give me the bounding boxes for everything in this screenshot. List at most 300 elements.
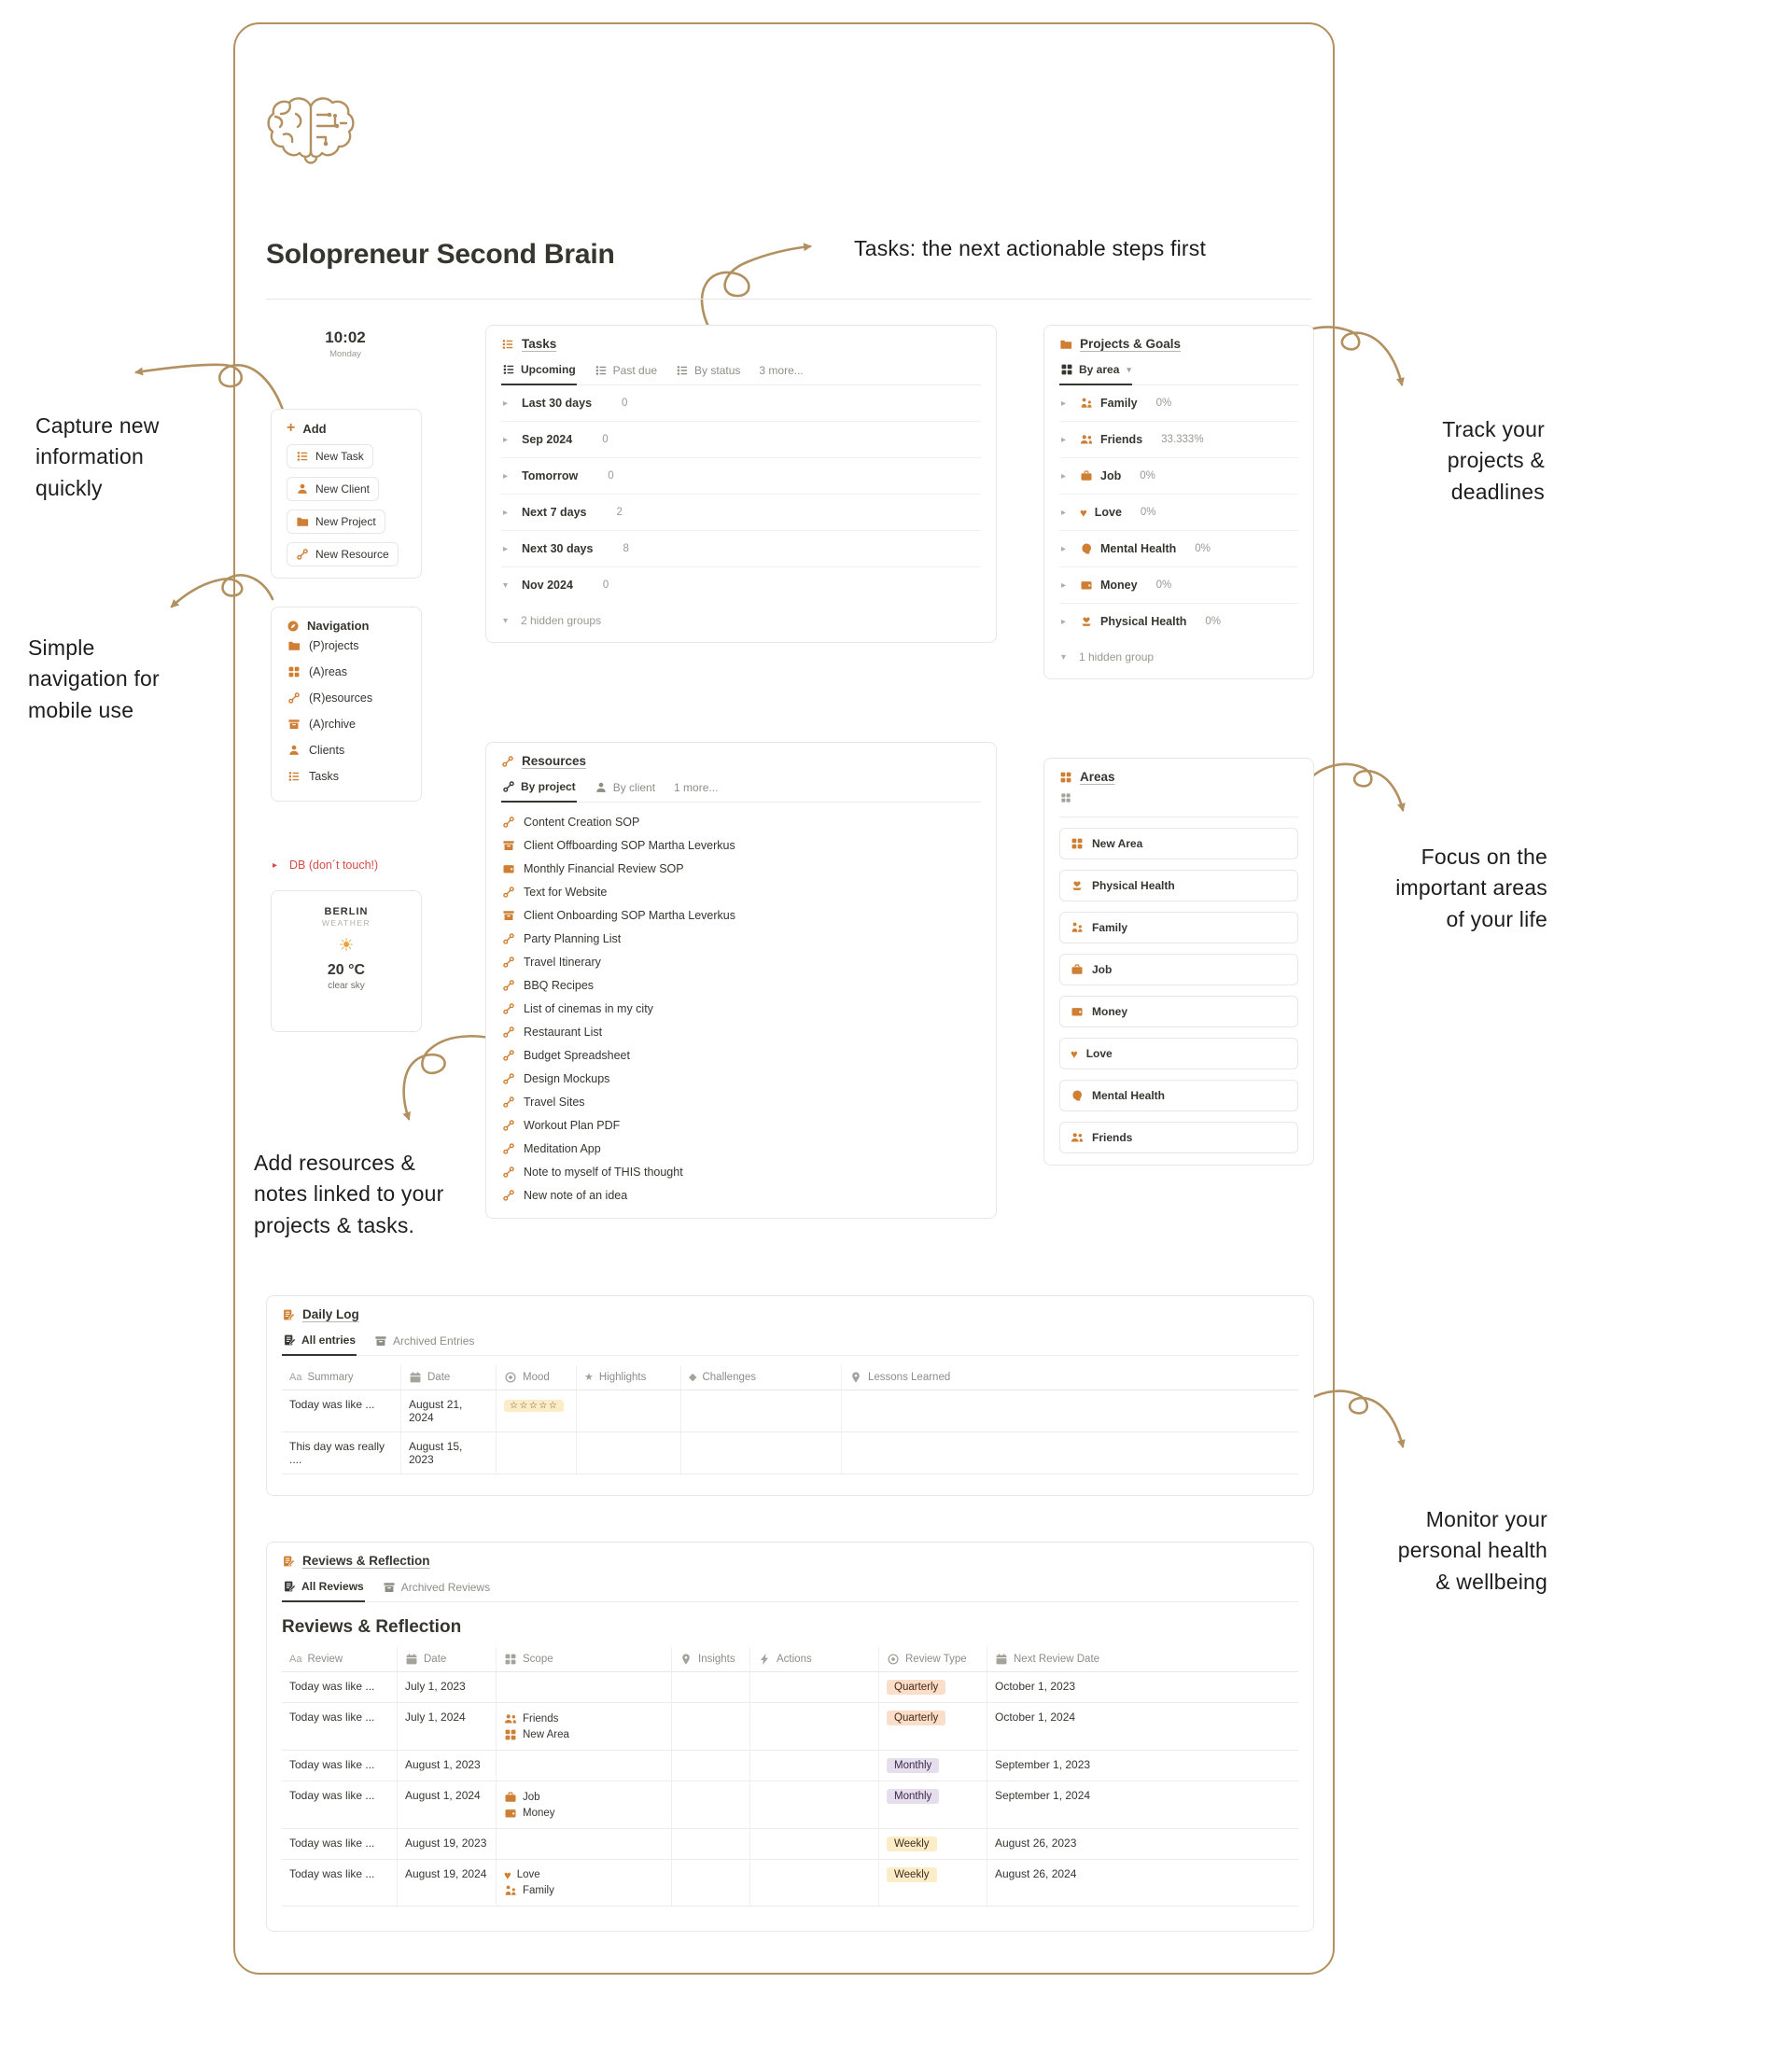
cell-review-type xyxy=(879,1860,987,1906)
group-label: Sep 2024 xyxy=(522,433,573,446)
annotation-resources: Add resources & notes linked to your projects & tasks. xyxy=(254,1151,444,1237)
column-header-summary[interactable] xyxy=(282,1365,401,1390)
view-tab-label: 1 more... xyxy=(674,780,719,794)
cell-next-review-date: September 1, 2023 xyxy=(995,1758,1091,1771)
area-card-label: Money xyxy=(1092,1005,1128,1018)
project-group-money[interactable] xyxy=(1059,567,1298,604)
link-icon xyxy=(502,932,515,945)
cell-scope xyxy=(497,1860,672,1906)
grid-icon xyxy=(504,1653,517,1666)
wallet-icon xyxy=(502,862,515,875)
sun-icon: ☀ xyxy=(338,936,355,956)
resource-item-travel-itinerary[interactable] xyxy=(501,950,981,973)
view-tab-label: By area xyxy=(1079,363,1120,376)
add-button-label: New Resource xyxy=(315,548,389,561)
link-icon xyxy=(502,1002,515,1015)
link-icon xyxy=(502,1026,515,1039)
group-percent: 33.333% xyxy=(1161,434,1204,445)
toggle-icon[interactable]: ▸ xyxy=(1061,543,1067,554)
resource-item-label: Travel Itinerary xyxy=(524,955,601,969)
tasks-groups xyxy=(501,385,981,603)
cell-lessons-learned xyxy=(842,1390,1298,1432)
cell-next-review-date: October 1, 2024 xyxy=(995,1711,1076,1724)
area-card-love[interactable] xyxy=(1059,1038,1298,1069)
clock-widget xyxy=(271,328,420,359)
resource-item-client-onboarding-sop-martha-leverkus[interactable] xyxy=(501,903,981,927)
cell-highlights xyxy=(577,1390,681,1432)
project-group-job[interactable] xyxy=(1059,458,1298,495)
daily-log-row-1[interactable] xyxy=(282,1390,1298,1432)
area-card-mental-health[interactable] xyxy=(1059,1080,1298,1111)
toggle-icon[interactable]: ▸ xyxy=(1061,470,1067,482)
cell-insights xyxy=(672,1672,750,1702)
resource-item-meditation-app[interactable] xyxy=(501,1137,981,1160)
column-header-review[interactable] xyxy=(282,1647,398,1671)
daily-log-title[interactable]: Daily Log xyxy=(302,1307,359,1321)
people-icon xyxy=(1080,433,1093,446)
reviews-column-headers xyxy=(282,1647,1298,1672)
view-tab-all-reviews[interactable] xyxy=(282,1576,365,1602)
cell-insights xyxy=(672,1860,750,1906)
grid-icon xyxy=(1060,363,1073,376)
toggle-icon[interactable]: ▸ xyxy=(503,543,509,554)
areas-cards xyxy=(1059,828,1298,1153)
daily-log-rows xyxy=(282,1390,1298,1474)
db-dont-touch-link[interactable] xyxy=(273,859,378,872)
toggle-icon[interactable]: ▸ xyxy=(503,398,509,409)
review-type-badge: Quarterly xyxy=(887,1711,945,1725)
view-tab-by-client[interactable] xyxy=(594,776,656,802)
group-label: Love xyxy=(1094,506,1122,519)
select-icon xyxy=(504,1371,517,1384)
projects-title[interactable]: Projects & Goals xyxy=(1080,337,1182,351)
family-icon xyxy=(1071,921,1084,934)
scope-item-job xyxy=(504,1789,664,1805)
column-label: Next Review Date xyxy=(1014,1654,1100,1665)
daily-log-database xyxy=(266,1295,1314,1496)
nav-item-label: (R)esources xyxy=(309,691,373,705)
task-list-icon xyxy=(501,338,514,351)
review-row-2[interactable] xyxy=(282,1703,1298,1751)
resource-item-restaurant-list[interactable] xyxy=(501,1020,981,1043)
view-tab-upcoming[interactable] xyxy=(501,359,577,385)
column-header-insights[interactable] xyxy=(672,1647,750,1671)
cell-highlights xyxy=(577,1432,681,1473)
link-icon xyxy=(501,755,514,768)
annotation-tasks: Tasks: the next actionable steps first xyxy=(854,236,1207,260)
tasks-title[interactable]: Tasks xyxy=(522,337,557,351)
weather-temperature: 20 °C xyxy=(327,962,366,978)
link-icon xyxy=(502,1142,515,1155)
cell-next-review-date: September 1, 2024 xyxy=(995,1789,1091,1802)
heart-icon: ♥ xyxy=(1080,505,1087,520)
toggle-icon[interactable]: ▸ xyxy=(1061,434,1067,445)
cell-date: August 19, 2023 xyxy=(398,1829,497,1859)
group-count: 0 xyxy=(602,434,609,445)
resource-item-label: Monthly Financial Review SOP xyxy=(524,861,684,875)
group-label: Friends xyxy=(1100,433,1143,446)
plus-icon: + xyxy=(287,420,296,436)
resource-item-note-to-myself-of-this-thought[interactable] xyxy=(501,1160,981,1183)
people-icon xyxy=(504,1712,517,1725)
area-card-label: Job xyxy=(1092,963,1113,976)
reviews-title[interactable]: Reviews & Reflection xyxy=(302,1554,430,1568)
project-group-love[interactable] xyxy=(1059,495,1298,531)
nav-item-a-rchive[interactable] xyxy=(287,711,406,737)
link-icon xyxy=(502,956,515,969)
add-button-label: New Project xyxy=(315,515,376,528)
grid-icon xyxy=(504,1728,517,1741)
hearthand-icon xyxy=(1080,615,1093,628)
daily-log-column-headers xyxy=(282,1365,1298,1390)
cell-scope xyxy=(497,1751,672,1781)
column-header-actions[interactable] xyxy=(750,1647,879,1671)
resource-item-bbq-recipes[interactable] xyxy=(501,973,981,997)
nav-item-label: Clients xyxy=(309,744,345,757)
toggle-icon[interactable]: ▾ xyxy=(503,580,509,591)
scope-item-love xyxy=(504,1867,664,1882)
cell-actions xyxy=(750,1703,879,1750)
chevron-down-icon: ▾ xyxy=(503,615,509,626)
resource-item-label: Budget Spreadsheet xyxy=(524,1048,630,1062)
area-card-job[interactable] xyxy=(1059,954,1298,985)
cell-review: Today was like ... xyxy=(282,1829,398,1859)
view-tab-label: All entries xyxy=(301,1334,357,1347)
column-header-challenges[interactable] xyxy=(681,1365,842,1390)
nav-item-a-reas[interactable] xyxy=(287,659,406,685)
cell-challenges xyxy=(681,1390,842,1432)
toggle-icon: ▸ xyxy=(273,859,278,871)
resource-item-budget-spreadsheet[interactable] xyxy=(501,1043,981,1067)
view-tab-3-more[interactable] xyxy=(758,359,804,384)
cell-actions xyxy=(750,1751,879,1781)
hidden-group-toggle[interactable]: ▾ 1 hidden group xyxy=(1061,650,1155,663)
resource-item-new-note-of-an-idea[interactable] xyxy=(501,1183,981,1207)
archive-icon xyxy=(287,718,301,731)
project-group-physical-health[interactable] xyxy=(1059,604,1298,639)
nav-item-clients[interactable] xyxy=(287,737,406,763)
view-tab-label: Archived Reviews xyxy=(400,1580,491,1594)
group-percent: 0% xyxy=(1140,507,1156,518)
add-button-new-task[interactable] xyxy=(287,444,373,468)
cell-review: Today was like ... xyxy=(282,1781,398,1828)
column-header-next-review-date[interactable] xyxy=(987,1647,1298,1671)
toggle-icon[interactable]: ▸ xyxy=(1061,580,1067,591)
gallery-view-icon[interactable] xyxy=(1060,792,1071,803)
tasks-header xyxy=(501,337,981,351)
area-card-label: Physical Health xyxy=(1092,879,1175,892)
group-label: Next 7 days xyxy=(522,506,587,519)
cell-summary: This day was really .... xyxy=(282,1432,401,1473)
clock-time: 10:02 xyxy=(325,328,366,346)
cell-lessons-learned xyxy=(842,1432,1298,1473)
scope-item-label: Friends xyxy=(523,1712,559,1725)
area-card-label: New Area xyxy=(1092,837,1143,850)
resource-item-client-offboarding-sop-martha-leverkus[interactable] xyxy=(501,833,981,857)
column-label: Review Type xyxy=(905,1654,967,1665)
resource-item-list-of-cinemas-in-my-city[interactable] xyxy=(501,997,981,1020)
cell-actions xyxy=(750,1672,879,1702)
group-count: 0 xyxy=(622,398,628,409)
scope-item-friends xyxy=(504,1711,664,1726)
resource-item-label: Content Creation SOP xyxy=(524,815,640,829)
bolt-icon xyxy=(758,1653,771,1666)
cell-review-type xyxy=(879,1829,987,1859)
view-tab-1-more[interactable] xyxy=(673,776,719,802)
column-header-date[interactable] xyxy=(401,1365,497,1390)
add-button-new-resource[interactable] xyxy=(287,542,399,566)
add-button-new-client[interactable] xyxy=(287,477,379,501)
column-header-mood[interactable] xyxy=(497,1365,577,1390)
head-icon xyxy=(1071,1089,1084,1102)
family-icon xyxy=(504,1884,517,1897)
cell-next-review-date: August 26, 2024 xyxy=(995,1867,1077,1880)
chevron-down-icon: ▾ xyxy=(1061,651,1067,663)
wallet-icon xyxy=(1080,579,1093,592)
nav-item-label: Tasks xyxy=(309,770,339,783)
toggle-icon[interactable]: ▸ xyxy=(503,470,509,482)
reviews-database xyxy=(266,1542,1314,1932)
area-card-friends[interactable] xyxy=(1059,1122,1298,1153)
nav-item-p-rojects[interactable] xyxy=(287,633,406,659)
column-label: Mood xyxy=(523,1372,550,1383)
resource-item-content-creation-sop[interactable] xyxy=(501,810,981,833)
link-icon xyxy=(502,886,515,899)
cell-scope xyxy=(497,1672,672,1702)
resource-item-label: New note of an idea xyxy=(524,1188,628,1202)
task-group-sep-2024[interactable] xyxy=(501,422,981,458)
task-group-tomorrow[interactable] xyxy=(501,458,981,495)
folder-icon xyxy=(296,515,309,528)
review-row-4[interactable] xyxy=(282,1781,1298,1829)
docpen-icon xyxy=(283,1334,296,1347)
page-title: Solopreneur Second Brain xyxy=(266,239,615,270)
column-label: Lessons Learned xyxy=(868,1372,951,1383)
area-card-new-area[interactable] xyxy=(1059,828,1298,859)
resource-item-label: Meditation App xyxy=(524,1141,601,1155)
resource-item-design-mockups[interactable] xyxy=(501,1067,981,1090)
view-tab-by-status[interactable] xyxy=(675,359,741,384)
navigation-items xyxy=(287,633,406,789)
add-button-new-project[interactable] xyxy=(287,510,385,534)
cell-insights xyxy=(672,1751,750,1781)
areas-header xyxy=(1059,770,1298,784)
calendar-icon xyxy=(995,1653,1008,1666)
nav-item-label: (A)reas xyxy=(309,665,347,678)
add-widget xyxy=(271,409,422,579)
cell-review-type xyxy=(879,1703,987,1750)
column-header-highlights[interactable] xyxy=(577,1365,681,1390)
cell-date: July 1, 2024 xyxy=(398,1703,497,1750)
weather-subtitle: WEATHER xyxy=(321,918,371,928)
wallet-icon xyxy=(1071,1005,1084,1018)
group-count: 0 xyxy=(602,580,609,591)
resources-items xyxy=(501,810,981,1207)
title-divider xyxy=(266,299,1311,300)
resource-item-label: Restaurant List xyxy=(524,1025,603,1039)
navigation-title: Navigation xyxy=(307,619,370,633)
add-buttons xyxy=(287,436,406,566)
cell-insights xyxy=(672,1703,750,1750)
resource-item-party-planning-list[interactable] xyxy=(501,927,981,950)
group-percent: 0% xyxy=(1155,580,1172,591)
resource-item-workout-plan-pdf[interactable] xyxy=(501,1113,981,1137)
wallet-icon xyxy=(504,1807,517,1820)
link-icon xyxy=(502,1189,515,1202)
cell-actions xyxy=(750,1781,879,1828)
resources-title[interactable]: Resources xyxy=(522,754,587,768)
navigation-header xyxy=(287,619,406,633)
scope-item-label: Money xyxy=(523,1807,555,1819)
review-row-5[interactable] xyxy=(282,1829,1298,1860)
cell-date: July 1, 2023 xyxy=(398,1672,497,1702)
add-button-label: New Client xyxy=(315,482,371,496)
cell-next-review-date: August 26, 2023 xyxy=(995,1837,1077,1850)
cell-insights xyxy=(672,1829,750,1859)
cell-date: August 1, 2023 xyxy=(398,1751,497,1781)
cell-summary: Today was like ... xyxy=(282,1390,401,1432)
area-card-physical-health[interactable] xyxy=(1059,870,1298,901)
family-icon xyxy=(1080,397,1093,410)
toggle-icon[interactable]: ▸ xyxy=(1061,616,1067,627)
project-group-friends[interactable] xyxy=(1059,422,1298,458)
view-tab-label: Past due xyxy=(612,363,658,377)
resources-header xyxy=(501,754,981,768)
task-icon xyxy=(287,770,301,783)
group-count: 0 xyxy=(608,470,614,482)
view-tab-archived-reviews[interactable] xyxy=(382,1576,491,1601)
toggle-icon[interactable]: ▸ xyxy=(1061,398,1067,409)
task-group-next-7-days[interactable] xyxy=(501,495,981,531)
cell-review: Today was like ... xyxy=(282,1860,398,1906)
project-group-family[interactable] xyxy=(1059,385,1298,422)
task-group-nov-2024[interactable] xyxy=(501,567,981,603)
column-header-scope[interactable] xyxy=(497,1647,672,1671)
link-icon xyxy=(502,1119,515,1132)
pin-icon xyxy=(679,1653,693,1666)
cell-mood xyxy=(497,1390,577,1432)
area-card-label: Friends xyxy=(1092,1131,1133,1144)
grid-icon xyxy=(1071,837,1084,850)
task-icon xyxy=(595,364,608,377)
areas-title[interactable]: Areas xyxy=(1080,770,1115,784)
clock-day: Monday xyxy=(329,349,361,359)
task-icon xyxy=(676,364,689,377)
project-group-mental-health[interactable] xyxy=(1059,531,1298,567)
review-row-1[interactable] xyxy=(282,1672,1298,1703)
projects-view-tabs xyxy=(1059,359,1298,385)
column-label: Review xyxy=(307,1654,343,1665)
view-tab-label: All Reviews xyxy=(301,1580,364,1593)
review-row-3[interactable] xyxy=(282,1751,1298,1781)
resource-item-label: Travel Sites xyxy=(524,1095,585,1109)
group-label: Mental Health xyxy=(1100,542,1177,555)
area-card-label: Love xyxy=(1085,1047,1113,1060)
aa-icon: Aa xyxy=(289,1653,302,1665)
resource-item-travel-sites[interactable] xyxy=(501,1090,981,1113)
group-label: Tomorrow xyxy=(522,469,579,482)
view-tab-label: Upcoming xyxy=(521,363,576,376)
cell-date: August 19, 2024 xyxy=(398,1860,497,1906)
view-tab-archived-entries[interactable] xyxy=(373,1330,475,1355)
view-tab-by-area[interactable] xyxy=(1059,359,1132,385)
projects-header xyxy=(1059,337,1298,351)
scope-item-label: Job xyxy=(523,1791,540,1803)
resource-item-label: Note to myself of THIS thought xyxy=(524,1165,683,1179)
link-icon xyxy=(502,979,515,992)
resource-item-monthly-financial-review-sop[interactable] xyxy=(501,857,981,880)
task-group-next-30-days[interactable] xyxy=(501,531,981,567)
archive-icon xyxy=(502,909,515,922)
review-row-6[interactable] xyxy=(282,1860,1298,1906)
cell-insights xyxy=(672,1781,750,1828)
grid-icon xyxy=(1059,771,1072,784)
column-header-lessons-learned[interactable] xyxy=(842,1365,1298,1390)
cell-review: Today was like ... xyxy=(282,1672,398,1702)
review-type-badge: Weekly xyxy=(887,1867,937,1882)
reviews-rows xyxy=(282,1672,1298,1906)
reviews-page-heading: Reviews & Reflection xyxy=(282,1617,462,1637)
task-group-last-30-days[interactable] xyxy=(501,385,981,422)
areas-database xyxy=(1043,758,1314,1166)
add-widget-header xyxy=(287,421,406,436)
nav-item-r-esources[interactable] xyxy=(287,685,406,711)
review-type-badge: Quarterly xyxy=(887,1680,945,1695)
area-card-family[interactable] xyxy=(1059,912,1298,943)
review-type-badge: Weekly xyxy=(887,1837,937,1851)
scope-item-label: Family xyxy=(523,1884,554,1896)
area-card-label: Mental Health xyxy=(1092,1089,1166,1102)
cell-date: August 21, 2024 xyxy=(401,1390,497,1432)
view-tab-past-due[interactable] xyxy=(594,359,658,384)
view-tab-label: By client xyxy=(612,780,656,794)
weather-city: BERLIN xyxy=(324,906,369,917)
resource-item-label: List of cinemas in my city xyxy=(524,1001,653,1015)
resource-item-label: Party Planning List xyxy=(524,931,622,945)
people-icon xyxy=(1071,1131,1084,1144)
grid-icon xyxy=(287,665,301,678)
column-header-review-type[interactable] xyxy=(879,1647,987,1671)
column-label: Summary xyxy=(307,1372,354,1383)
reviews-view-tabs xyxy=(282,1576,1298,1602)
task-icon xyxy=(296,450,309,463)
nav-item-tasks[interactable] xyxy=(287,763,406,789)
doc-pencil-icon xyxy=(282,1555,295,1568)
nav-item-label: (P)rojects xyxy=(309,639,359,652)
hearthand-icon xyxy=(1071,879,1084,892)
link-icon xyxy=(502,1072,515,1085)
hidden-groups-toggle[interactable]: ▾ 2 hidden groups xyxy=(503,614,602,627)
aa-icon: Aa xyxy=(289,1371,302,1383)
view-tab-by-project[interactable] xyxy=(501,776,577,803)
annotation-capture: Capture new information quickly xyxy=(35,413,160,500)
view-tab-all-entries[interactable] xyxy=(282,1330,357,1356)
task-icon xyxy=(502,363,515,376)
resource-item-label: Workout Plan PDF xyxy=(524,1118,621,1132)
resource-item-label: Client Offboarding SOP Martha Leverkus xyxy=(524,838,735,852)
calendar-icon xyxy=(409,1371,422,1384)
db-link-label: DB (don´t touch!) xyxy=(289,859,379,872)
toggle-icon[interactable]: ▸ xyxy=(503,507,509,518)
area-card-money[interactable] xyxy=(1059,996,1298,1027)
group-label: Next 30 days xyxy=(522,542,594,555)
toggle-icon[interactable]: ▸ xyxy=(503,434,509,445)
resource-item-text-for-website[interactable] xyxy=(501,880,981,903)
daily-log-row-2[interactable] xyxy=(282,1432,1298,1474)
group-count: 8 xyxy=(623,543,629,554)
column-header-date[interactable] xyxy=(398,1647,497,1671)
toggle-icon[interactable]: ▸ xyxy=(1061,507,1067,518)
